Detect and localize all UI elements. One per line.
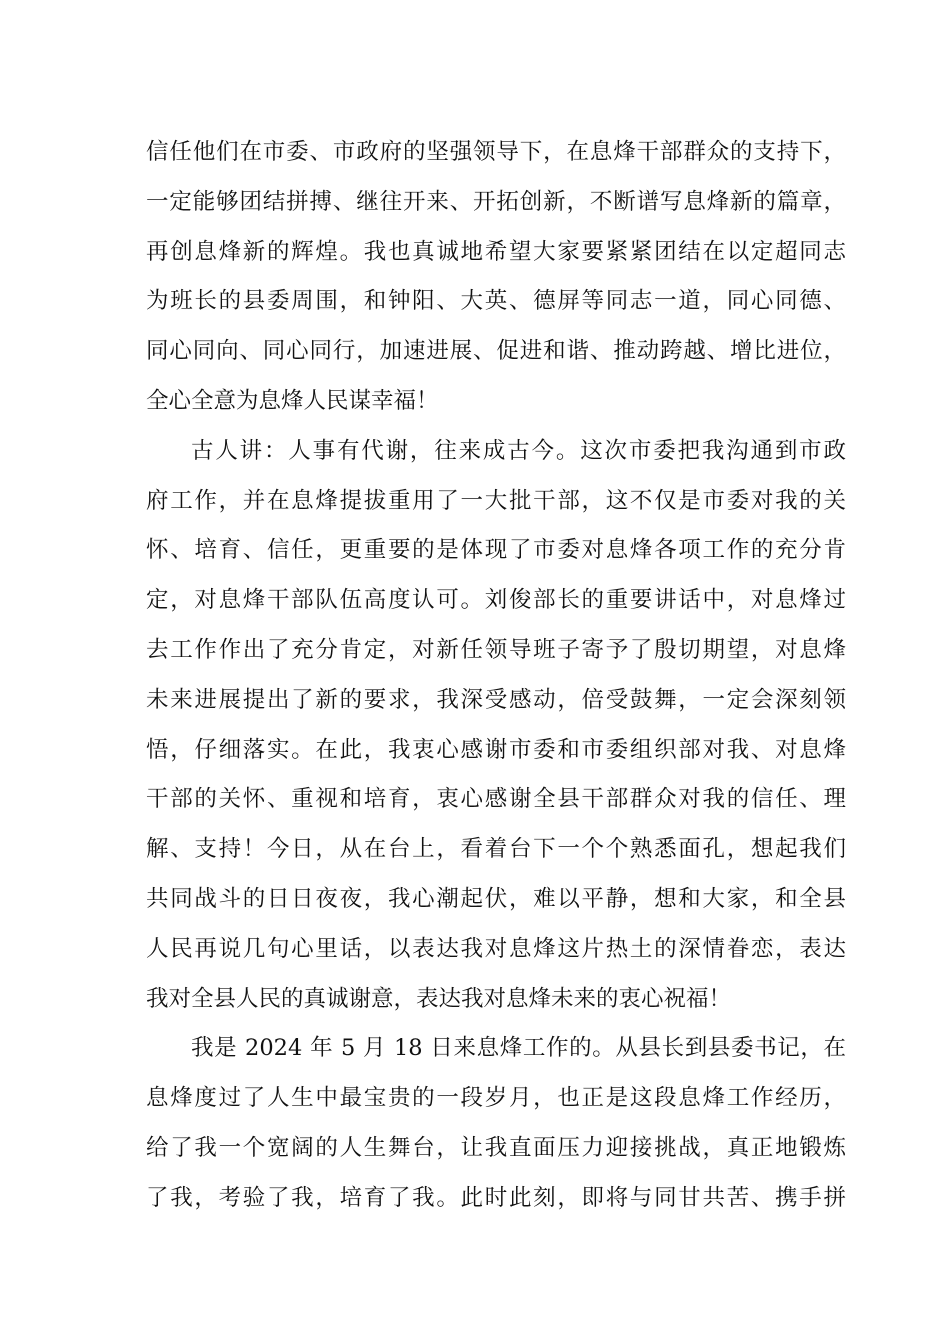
text-line: 府工作，并在息烽提拔重用了一大批干部，这不仅是市委对我的关 <box>146 487 846 514</box>
text-line: 悟，仔细落实。在此，我衷心感谢市委和市委组织部对我、对息烽 <box>146 736 846 763</box>
text-line: 为班长的县委周围，和钟阳、大英、德屏等同志一道，同心同德、 <box>146 288 846 315</box>
text-line: 古人讲：人事有代谢，往来成古今。这次市委把我沟通到市政 <box>191 437 846 464</box>
text-line: 共同战斗的日日夜夜，我心潮起伏，难以平静，想和大家，和全县 <box>146 885 846 912</box>
text-line: 人民再说几句心里话，以表达我对息烽这片热土的深情眷恋，表达 <box>146 935 846 962</box>
text-line: 一定能够团结拼搏、继往开来、开拓创新，不断谱写息烽新的篇章， <box>146 188 846 215</box>
text-line: 了我，考验了我，培育了我。此时此刻，即将与同甘共苦、携手拼 <box>146 1184 846 1211</box>
document-body <box>146 128 846 1224</box>
text-line: 信任他们在市委、市政府的坚强领导下，在息烽干部群众的支持下， <box>146 139 846 165</box>
text-line: 解、支持！今日，从在台上，看着台下一个个熟悉面孔，想起我们 <box>146 836 846 863</box>
text-line: 息烽度过了人生中最宝贵的一段岁月，也正是这段息烽工作经历， <box>146 1085 846 1112</box>
text-line: 定，对息烽干部队伍高度认可。刘俊部长的重要讲话中，对息烽过 <box>146 587 846 614</box>
text-line: 怀、培育、信任，更重要的是体现了市委对息烽各项工作的充分肯 <box>146 537 846 564</box>
text-line: 未来进展提出了新的要求，我深受感动，倍受鼓舞，一定会深刻领 <box>146 686 846 713</box>
text-line: 全心全意为息烽人民谋幸福！ <box>146 387 439 414</box>
text-line: 我是 2024 年 5 月 18 日来息烽工作的。从县长到县委书记，在 <box>191 1035 846 1062</box>
text-line: 再创息烽新的辉煌。我也真诚地希望大家要紧紧团结在以定超同志 <box>146 238 846 265</box>
text-line: 同心同向、同心同行，加速进展、促进和谐、推动跨越、增比进位， <box>146 338 846 365</box>
text-line: 干部的关怀、重视和培育，衷心感谢全县干部群众对我的信任、理 <box>146 786 846 813</box>
text-line: 去工作作出了充分肯定，对新任领导班子寄予了殷切期望，对息烽 <box>146 636 846 663</box>
text-line: 我对全县人民的真诚谢意，表达我对息烽未来的衷心祝福！ <box>146 985 732 1012</box>
text-line: 给了我一个宽阔的人生舞台，让我直面压力迎接挑战，真正地锻炼 <box>146 1134 846 1161</box>
